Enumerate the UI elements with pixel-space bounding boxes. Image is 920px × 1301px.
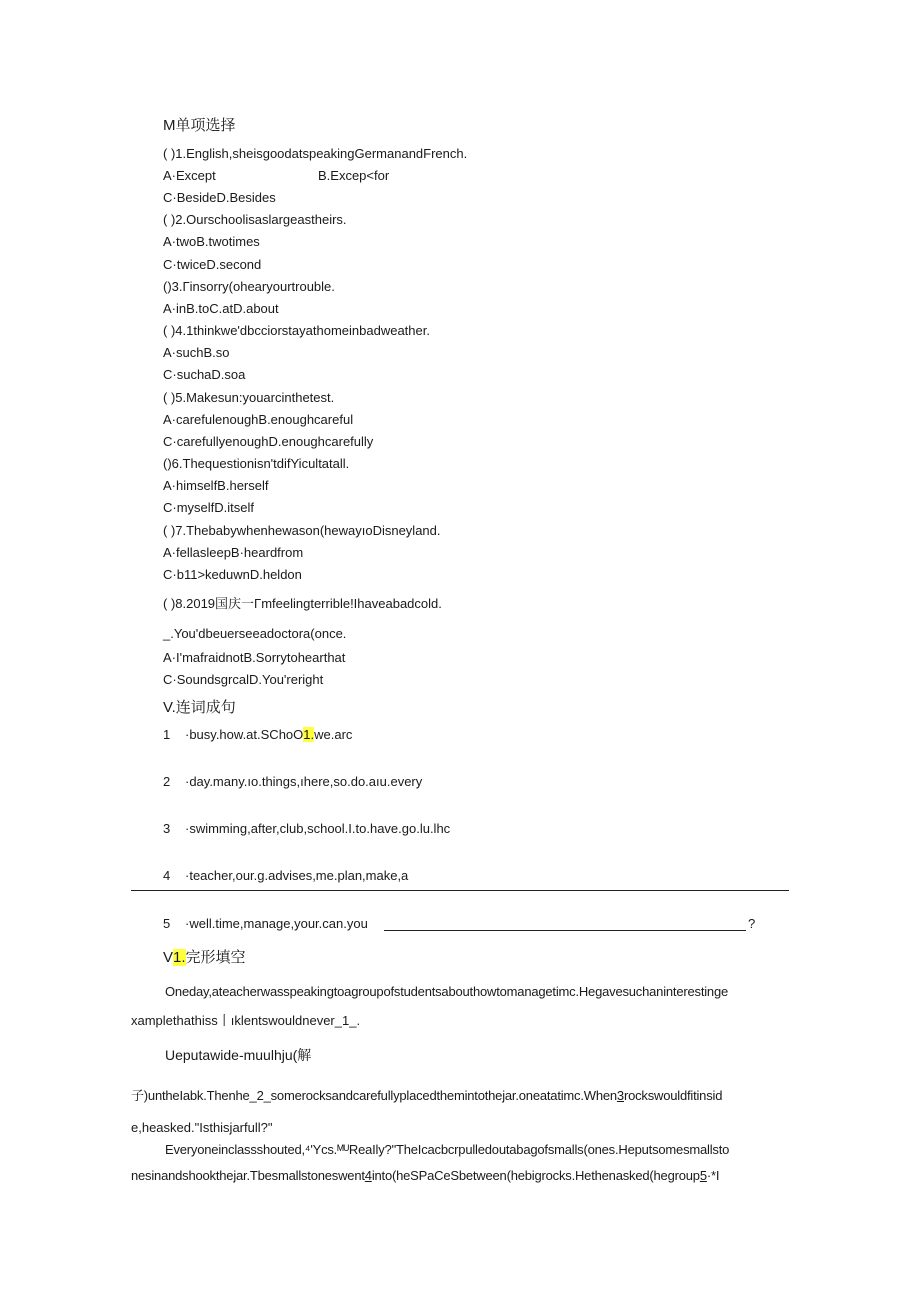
q2-options-ab: A·twoB.twotimes: [163, 234, 260, 249]
section-title-cloze: V1.完形填空: [163, 949, 246, 966]
sentence-1-number: 1: [163, 727, 171, 742]
highlight-mark: 1.: [173, 949, 186, 966]
q6-options-cd: C·myselfD.itself: [163, 500, 255, 515]
blank-5: 5: [699, 1168, 707, 1183]
cloze-paragraph-1-line-1: Oneday,ateacherwasspeakingtoagroupofstudentsabouthowtomanagetimc.Hegavesuchaninterestinge: [165, 984, 729, 999]
cloze-paragraph-1-line-2: xamplethathiss丨ıklentswouldnever_1_.: [131, 1013, 361, 1028]
q1-options-cd: C·BesideD.Besides: [163, 190, 276, 205]
q8-stem-2: _.You'dbeuerseeadoctora(once.: [163, 626, 347, 641]
sentence-2-number: 2: [163, 774, 171, 789]
sentence-3-words: ·swimming,after,club,school.I.to.have.go.lu.lhc: [185, 821, 451, 836]
q5-options-ab: A·carefulenoughB.enoughcareful: [163, 412, 354, 427]
q3-options: A·inB.toC.atD.about: [163, 301, 279, 316]
q8-options-cd: C·SoundsgrcalD.You'reright: [163, 672, 324, 687]
sentence-5-number: 5: [163, 916, 171, 931]
q7-options-ab: A·fellasleepB·heardfrom: [163, 545, 304, 560]
cloze-paragraph-3-line-1: Everyoneinclassshouted,⁴'Ycs.ᴹᵁReaIly?"TheIcacbcrpulledoutabagofsmalls(ones.Heputsomesmallsto: [165, 1142, 730, 1157]
q5-options-cd: C·carefullyenoughD.enoughcarefully: [163, 434, 374, 449]
q4-options-ab: A·suchB.so: [163, 345, 230, 360]
q1-option-a: A·Except: [163, 168, 216, 183]
q4-stem: ( )4.1thinkwe'dbcciorstayathomeinbadweather.: [163, 323, 430, 338]
answer-line-5: [384, 930, 746, 931]
sentence-3-number: 3: [163, 821, 171, 836]
cloze-paragraph-3-line-2: nesinandshookthejar.Tbesmallstoneswent4into(heSPaCeSbetween(hebigrocks.Hethenasked(hegroup5·*I: [131, 1168, 720, 1183]
sentence-4-words: ·teacher,our.g.advises,me.plan,make,a: [185, 868, 409, 883]
q7-stem: ( )7.Thebabywhenhewason(hewayıoDisneyland.: [163, 523, 441, 538]
q4-options-cd: C·suchaD.soa: [163, 367, 246, 382]
highlight-mark: 1.: [303, 727, 315, 742]
q6-options-ab: A·himselfB.herself: [163, 478, 269, 493]
q1-option-b: B.Excep<for: [318, 168, 390, 183]
sentence-4-number: 4: [163, 868, 171, 883]
blank-4: 4: [364, 1168, 372, 1183]
sentence-2-words: ·day.many.ıo.things,ıhere,so.do.aıu.every: [185, 774, 423, 789]
answer-line-4: [131, 890, 789, 891]
section-title-choice: M单项选择: [163, 117, 236, 134]
q2-options-cd: C·twiceD.second: [163, 257, 262, 272]
q8-options-ab: A·I'mafraidnotB.Sorrytohearthat: [163, 650, 346, 665]
q8-stem: ( )8.2019国庆一Γmfeelingterrible!Ihaveabadcold.: [163, 596, 442, 611]
q3-stem: ()3.Γinsorry(ohearyourtrouble.: [163, 279, 335, 294]
q5-stem: ( )5.Makesun:youarcinthetest.: [163, 390, 335, 405]
sentence-5-words: ·well.time,manage,your.can.you: [185, 916, 368, 931]
cloze-paragraph-2-line-2: 子)untheIabk.Thenhe_2_somerocksandcarefullyplacedthemintothejar.oneatatimc.When3rockswouldfitinsid: [131, 1088, 723, 1103]
q7-options-cd: C·b11>keduwnD.heldon: [163, 567, 302, 582]
q6-stem: ()6.Thequestionisn'tdifYicultatall.: [163, 456, 350, 471]
sentence-1-words: ·busy.how.at.SChoO1.we.arc: [185, 727, 353, 742]
sentence-5-end-mark: ?: [748, 916, 756, 931]
cloze-paragraph-2-line-3: e,heasked."Isthisjarfull?": [131, 1120, 273, 1135]
q2-stem: ( )2.Ourschoolisaslargeastheirs.: [163, 212, 347, 227]
blank-3: 3: [616, 1088, 624, 1103]
q1-stem: ( )1.English,sheisgoodatspeakingGermanandFrench.: [163, 146, 468, 161]
cloze-paragraph-2-line-1: Ueputawide-muulhju(解: [165, 1047, 312, 1063]
section-title-sentences: V.连词成句: [163, 699, 236, 716]
